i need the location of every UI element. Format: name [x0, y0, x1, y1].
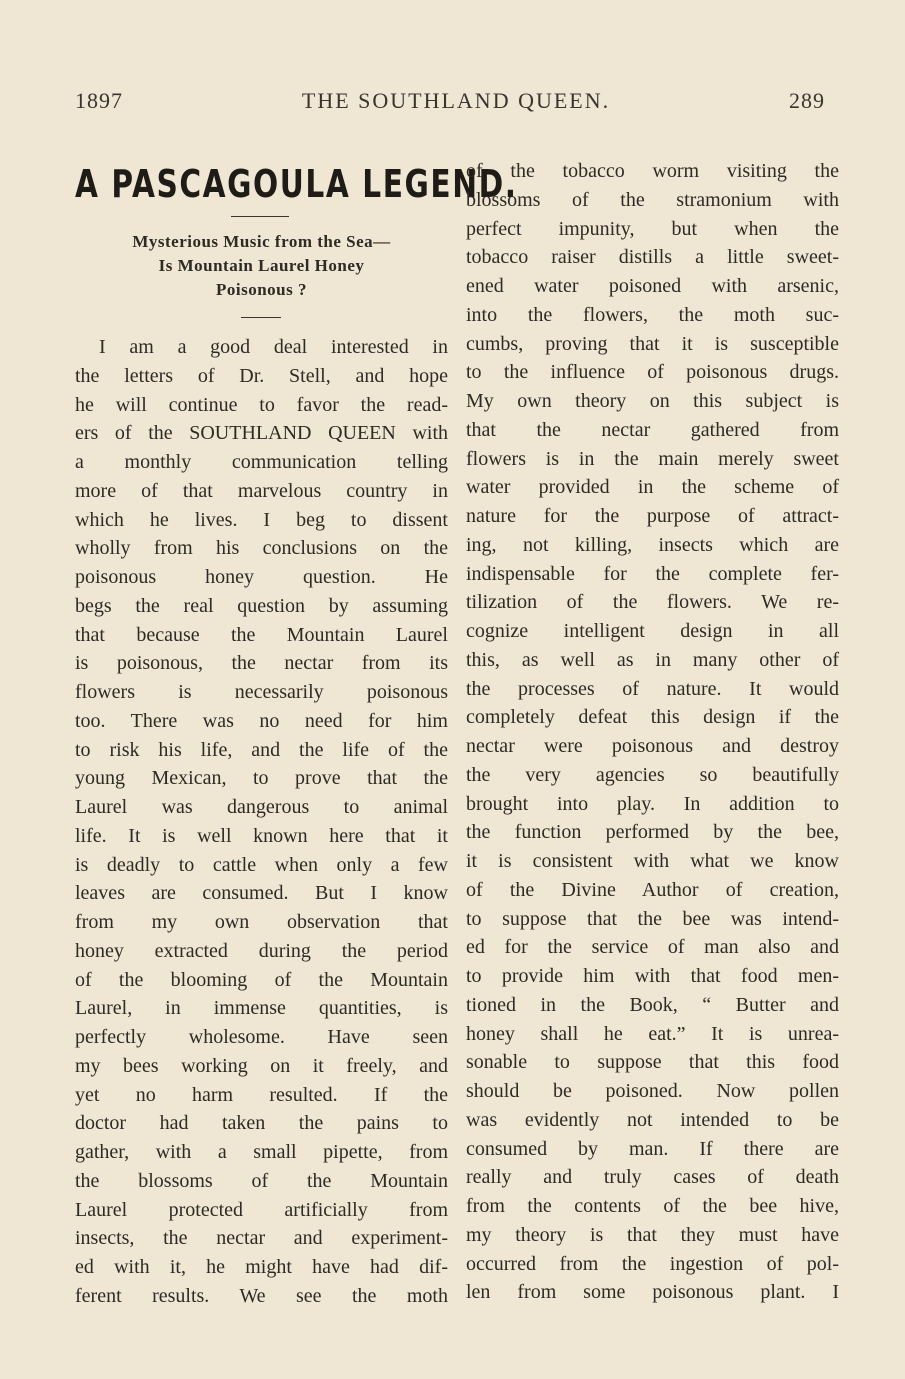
text-line: to suppose that the bee was intend-: [466, 907, 839, 930]
text-line: ferent results. We see the moth: [75, 1284, 448, 1307]
text-line: to provide him with that food men-: [466, 965, 839, 987]
text-line: Laurel protected artificially from: [75, 1198, 448, 1221]
text-line: ed for the service of man also and: [466, 936, 839, 959]
text-line: my bees working on it freely, and: [75, 1054, 448, 1077]
text-line: into the flowers, the moth suc-: [466, 303, 839, 326]
subhead-line: Is Mountain Laurel Honey: [158, 256, 365, 275]
text-line: len from some poisonous plant. I: [466, 1281, 839, 1304]
text-line: occurred from the ingestion of pol-: [466, 1252, 839, 1275]
text-line: insects, the nectar and experiment-: [75, 1227, 448, 1250]
text-line: flowers is necessarily poisonous: [75, 681, 448, 703]
text-line: too. There was no need for him: [75, 709, 448, 732]
text-line: consumed by man. If there are: [466, 1137, 839, 1160]
text-line: ed with it, he might have had dif-: [75, 1256, 448, 1278]
text-line: this, as well as in many other of: [466, 648, 839, 671]
text-line: flowers is in the main merely sweet: [466, 447, 839, 470]
text-line: poisonous honey question. He: [75, 566, 448, 588]
right-column-text: [466, 157, 839, 1307]
text-line: to the influence of poisonous drugs.: [466, 361, 839, 384]
text-line: brought into play. In addition to: [466, 792, 839, 815]
text-line: which he lives. I beg to dissent: [75, 508, 448, 531]
text-line: yet no harm resulted. If the: [75, 1083, 448, 1106]
text-line: honey shall he eat.” It is unrea-: [466, 1022, 839, 1045]
text-line: tioned in the Book, “ Butter and: [466, 993, 839, 1016]
text-line: Laurel, in immense quantities, is: [75, 997, 448, 1020]
subhead-line: Poisonous ?: [216, 280, 307, 299]
left-column-text: [75, 333, 448, 1311]
text-line: from the contents of the bee hive,: [466, 1195, 839, 1217]
text-line: from my own observation that: [75, 911, 448, 933]
text-line: nectar were poisonous and destroy: [466, 735, 839, 757]
text-line: is deadly to cattle when only a few: [75, 853, 448, 876]
article-subhead: [75, 230, 448, 302]
text-line: My own theory on this subject is: [466, 390, 839, 412]
text-line: perfectly wholesome. Have seen: [75, 1026, 448, 1048]
text-line: that because the Mountain Laurel: [75, 623, 448, 646]
text-line: honey extracted during the period: [75, 939, 448, 962]
text-line: gather, with a small pipette, from: [75, 1141, 448, 1163]
text-line: ers of the SOUTHLAND QUEEN with: [75, 422, 448, 445]
year: 1897: [75, 88, 123, 113]
text-line: the blossoms of the Mountain: [75, 1169, 448, 1192]
text-line: is poisonous, the nectar from its: [75, 652, 448, 675]
publication-title: THE SOUTHLAND QUEEN.: [301, 88, 611, 113]
text-line: leaves are consumed. But I know: [75, 882, 448, 905]
text-line: begs the real question by assuming: [75, 594, 448, 617]
text-line: perfect impunity, but when the: [466, 217, 839, 240]
text-line: the function performed by the bee,: [466, 821, 839, 844]
text-line: young Mexican, to prove that the: [75, 767, 448, 790]
text-line: wholly from his conclusions on the: [75, 537, 448, 560]
text-line: life. It is well known here that it: [75, 824, 448, 847]
article-headline: A PASCAGOULA LEGEND.: [75, 162, 518, 206]
text-line: tilization of the flowers. We re-: [466, 591, 839, 614]
text-line: ened water poisoned with arsenic,: [466, 275, 839, 297]
text-line: the letters of Dr. Stell, and hope: [75, 364, 448, 387]
subhead-line: Mysterious Music from the Sea—: [132, 232, 391, 251]
text-line: ing, not killing, insects which are: [466, 533, 839, 556]
text-line: water provided in the scheme of: [466, 476, 839, 499]
text-line: was evidently not intended to be: [466, 1108, 839, 1131]
text-line: indispensable for the complete fer-: [466, 562, 839, 585]
text-line: blossoms of the stramonium with: [466, 188, 839, 211]
text-line: Laurel was dangerous to animal: [75, 796, 448, 818]
text-line: really and truly cases of death: [466, 1166, 839, 1189]
headline-rule: [231, 216, 289, 217]
text-line: he will continue to favor the read-: [75, 393, 448, 416]
text-line: I am a good deal interested in: [99, 336, 448, 358]
text-line: of the tobacco worm visiting the: [466, 160, 839, 182]
text-line: of the Divine Author of creation,: [466, 878, 839, 901]
text-line: completely defeat this design if the: [466, 706, 839, 729]
text-line: the very agencies so beautifully: [466, 763, 839, 786]
running-head: [75, 88, 825, 114]
text-line: sonable to suppose that this food: [466, 1051, 839, 1074]
text-line: it is consistent with what we know: [466, 850, 839, 872]
text-line: nature for the purpose of attract-: [466, 505, 839, 527]
text-line: doctor had taken the pains to: [75, 1112, 448, 1135]
text-line: cognize intelligent design in all: [466, 620, 839, 642]
text-line: of the blooming of the Mountain: [75, 968, 448, 991]
subhead-rule: [241, 317, 281, 318]
text-line: a monthly communication telling: [75, 451, 448, 473]
text-line: to risk his life, and the life of the: [75, 738, 448, 761]
text-line: tobacco raiser distills a little sweet-: [466, 246, 839, 269]
text-line: cumbs, proving that it is susceptible: [466, 332, 839, 355]
text-line: my theory is that they must have: [466, 1223, 839, 1246]
text-line: more of that marvelous country in: [75, 479, 448, 502]
page-number: 289: [789, 88, 825, 113]
text-line: should be poisoned. Now pollen: [466, 1080, 839, 1102]
text-line: the processes of nature. It would: [466, 677, 839, 700]
text-line: that the nectar gathered from: [466, 418, 839, 441]
